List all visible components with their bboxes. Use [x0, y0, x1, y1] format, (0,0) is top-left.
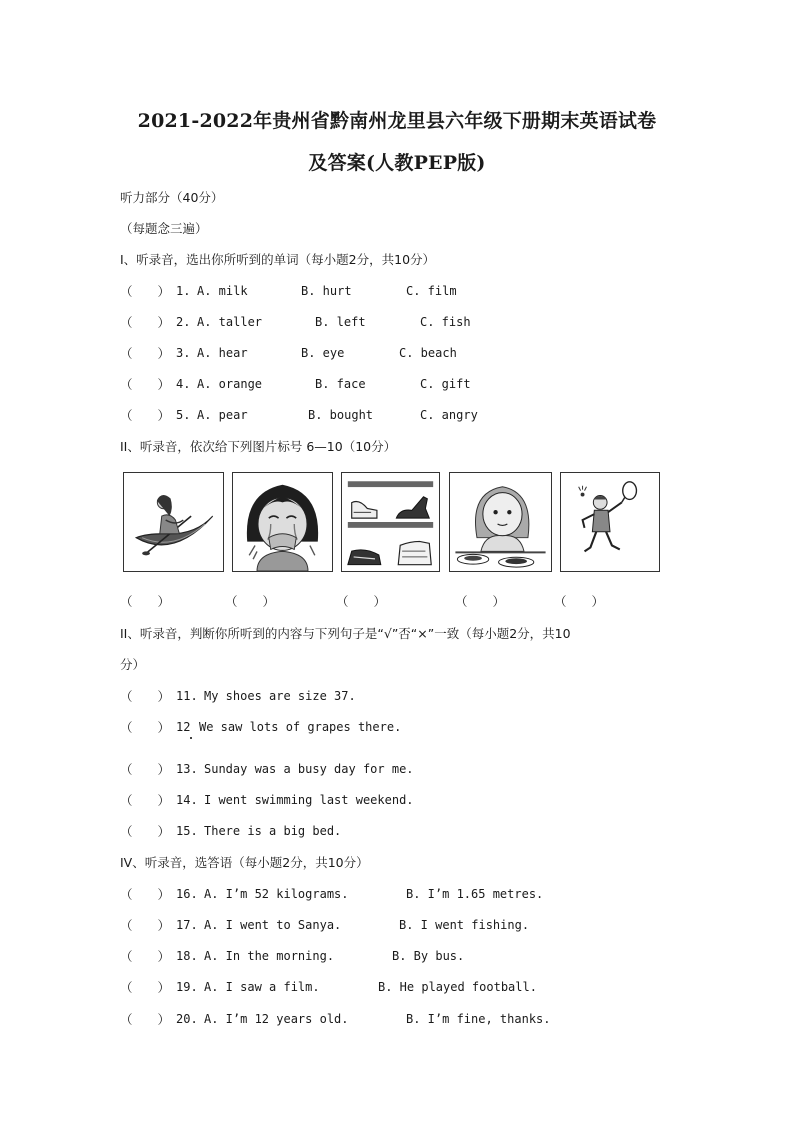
question-number: 16.	[176, 887, 198, 901]
question-number: 12	[176, 720, 191, 734]
picture-answer-blank-3[interactable]: （ ）	[336, 594, 387, 609]
picture-answer-blank-4[interactable]: （ ）	[455, 594, 506, 609]
question-number: 19.	[176, 980, 198, 994]
option-b: B. By bus.	[392, 949, 465, 963]
question-number: 14.	[176, 793, 198, 807]
question-number: 3.	[176, 346, 191, 360]
section2-heading: II、听录音，依次给下列图片标号 6—10（10分）	[120, 439, 397, 454]
picture-crying-girl	[232, 472, 333, 572]
option-a: A. orange	[197, 377, 263, 391]
answer-blank[interactable]: （ ）	[120, 1012, 171, 1027]
section3-heading-line2: 分）	[120, 657, 146, 672]
section1-heading: I、听录音，选出你所听到的单词（每小题2分，共10分）	[120, 252, 436, 267]
listening-part-label: 听力部分（40分）	[120, 190, 224, 205]
question-number: 18.	[176, 949, 198, 963]
answer-blank[interactable]: （ ）	[120, 315, 171, 330]
girl-eating-icon	[450, 473, 551, 571]
statement-text: There is a big bed.	[204, 824, 342, 838]
picture-shoes	[341, 472, 440, 572]
question-number: 11.	[176, 689, 198, 703]
crying-girl-icon	[233, 473, 332, 571]
section4-heading: IV、听录音，选答语（每小题2分，共10分）	[120, 855, 369, 870]
question-number: 5.	[176, 408, 191, 422]
option-a: A. I’m 52 kilograms.	[204, 887, 349, 901]
option-a: A. hear	[197, 346, 248, 360]
option-b: B. I’m fine, thanks.	[406, 1012, 551, 1026]
answer-blank[interactable]: （ ）	[120, 949, 171, 964]
girl-rowing-boat-icon	[124, 473, 223, 571]
option-c: C. gift	[420, 377, 471, 391]
answer-blank[interactable]: （ ）	[120, 824, 171, 839]
question-number: 1.	[176, 284, 191, 298]
option-a: A. milk	[197, 284, 248, 298]
answer-blank[interactable]: （ ）	[120, 377, 171, 392]
section3-heading-line1: II、听录音，判断你所听到的内容与下列句子是“√”否“×”一致（每小题2分，共10	[120, 626, 571, 641]
picture-girl-rowing-boat	[123, 472, 224, 572]
option-b: B. He played football.	[378, 980, 537, 994]
question-number: 20.	[176, 1012, 198, 1026]
question-number: 17.	[176, 918, 198, 932]
option-a: A. I’m 12 years old.	[204, 1012, 349, 1026]
option-a: A. I saw a film.	[204, 980, 320, 994]
option-c: C. beach	[399, 346, 457, 360]
answer-blank[interactable]: （ ）	[120, 346, 171, 361]
picture-answer-blank-5[interactable]: （ ）	[554, 594, 605, 609]
boy-playing-badminton-icon	[561, 473, 659, 571]
answer-blank[interactable]: （ ）	[120, 689, 171, 704]
option-b: B. I went fishing.	[399, 918, 530, 932]
answer-blank[interactable]: （ ）	[120, 793, 171, 808]
question-number: 15.	[176, 824, 198, 838]
picture-boy-playing-badminton	[560, 472, 660, 572]
option-c: C. angry	[420, 408, 478, 422]
answer-blank[interactable]: （ ）	[120, 762, 171, 777]
question-number: 4.	[176, 377, 191, 391]
option-a: A. I went to Sanya.	[204, 918, 342, 932]
option-b: B. bought	[308, 408, 374, 422]
question-number: 13.	[176, 762, 198, 776]
option-c: C. fish	[420, 315, 471, 329]
option-b: B. face	[315, 377, 366, 391]
statement-text: We saw lots of grapes there.	[199, 720, 402, 734]
picture-answer-blank-2[interactable]: （ ）	[225, 594, 276, 609]
picture-answer-blank-1[interactable]: （ ）	[120, 594, 171, 609]
option-b: B. left	[315, 315, 366, 329]
option-a: A. In the morning.	[204, 949, 335, 963]
picture-girl-eating	[449, 472, 552, 572]
option-b: B. I’m 1.65 metres.	[406, 887, 544, 901]
shoes-icon	[342, 473, 439, 571]
answer-blank[interactable]: （ ）	[120, 720, 171, 735]
statement-text: My shoes are size 37.	[204, 689, 356, 703]
answer-blank[interactable]: （ ）	[120, 887, 171, 902]
exam-title-line2: 及答案(人教PEP版)	[308, 152, 486, 174]
exam-title-line1: 2021-2022年贵州省黔南州龙里县六年级下册期末英语试卷	[137, 110, 657, 132]
answer-blank[interactable]: （ ）	[120, 284, 171, 299]
answer-blank[interactable]: （ ）	[120, 408, 171, 423]
option-c: C. film	[406, 284, 457, 298]
option-b: B. hurt	[301, 284, 352, 298]
question-number: 2.	[176, 315, 191, 329]
option-b: B. eye	[301, 346, 345, 360]
read-note: （每题念三遍）	[120, 221, 208, 236]
statement-text: I went swimming last weekend.	[204, 793, 414, 807]
option-a: A. taller	[197, 315, 263, 329]
answer-blank[interactable]: （ ）	[120, 980, 171, 995]
option-a: A. pear	[197, 408, 248, 422]
stray-dot	[190, 737, 192, 739]
statement-text: Sunday was a busy day for me.	[204, 762, 414, 776]
answer-blank[interactable]: （ ）	[120, 918, 171, 933]
